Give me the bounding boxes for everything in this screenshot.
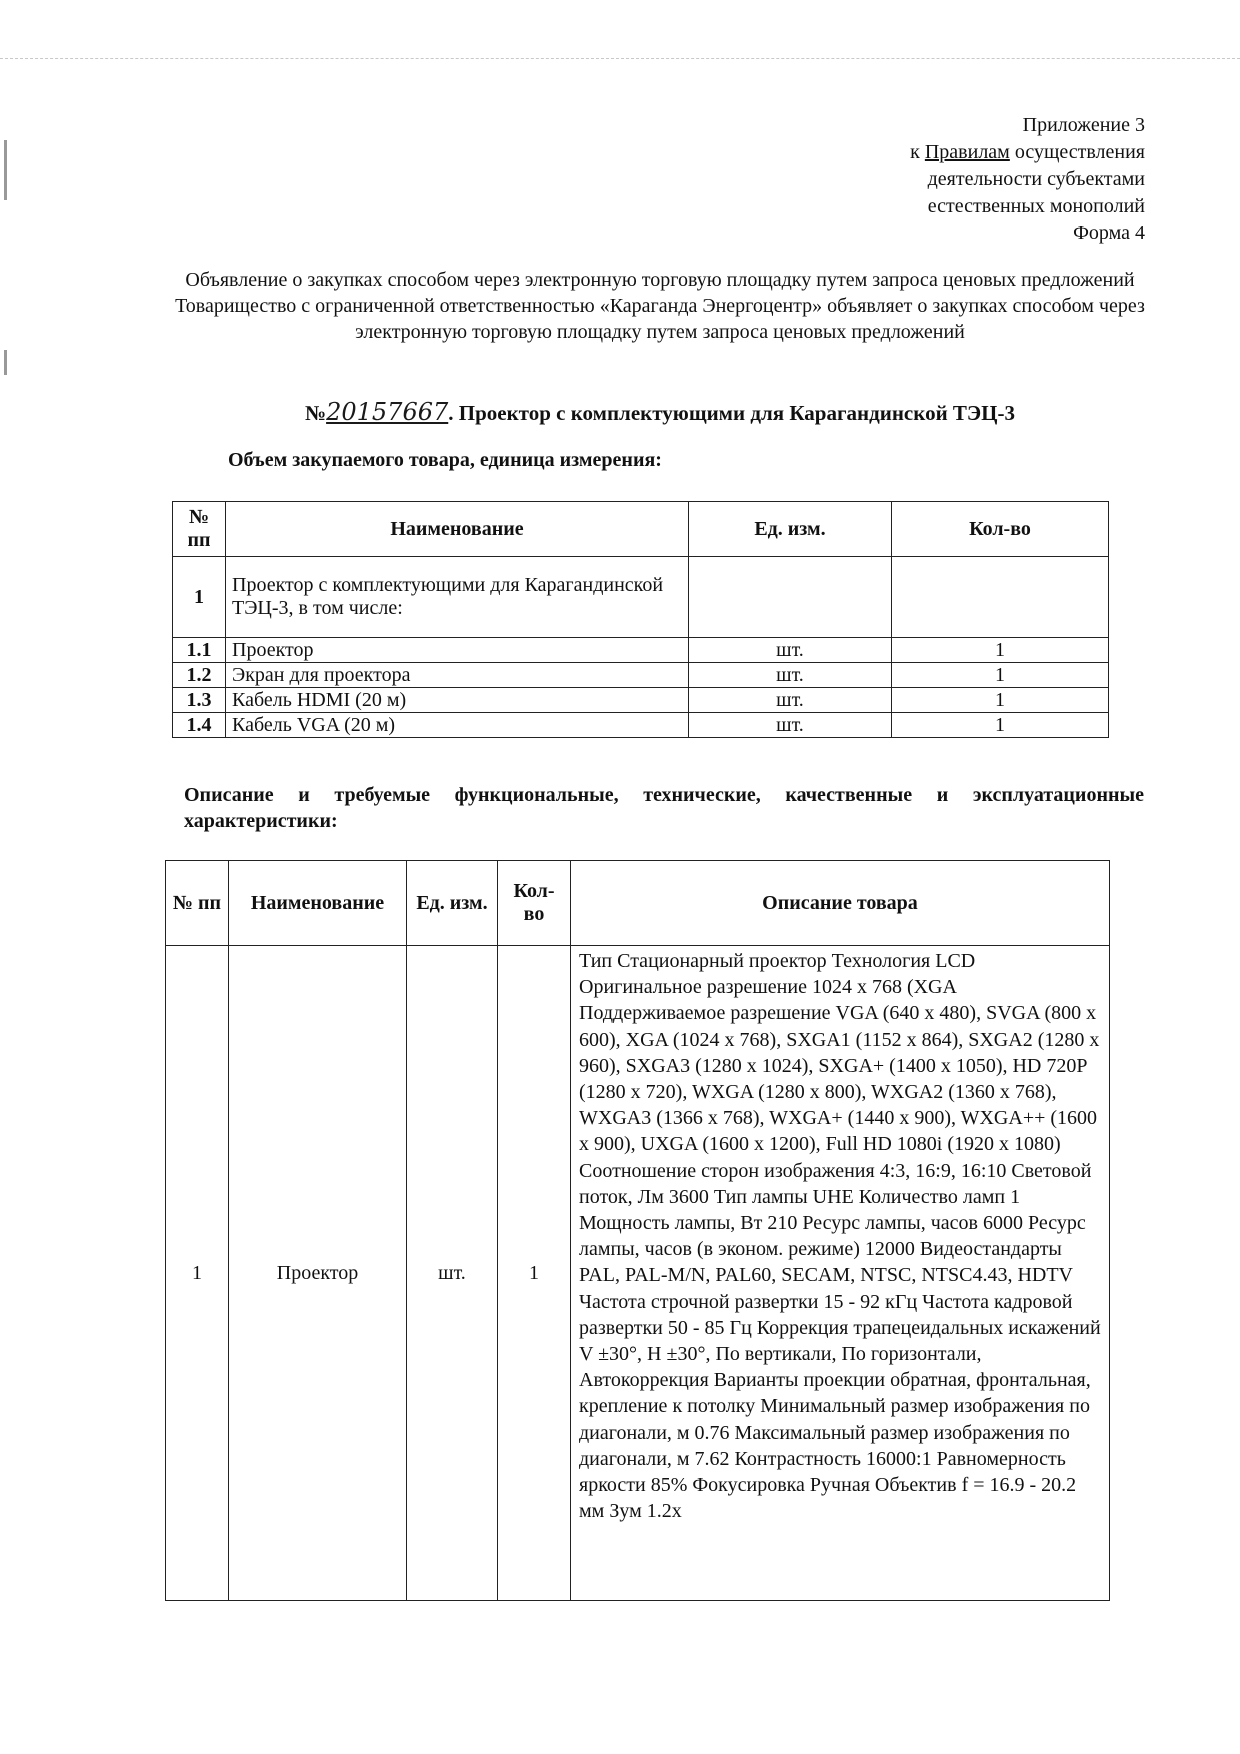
cell-name: Кабель VGA (20 м): [226, 713, 689, 738]
cell-name: Проектор: [229, 946, 407, 1601]
cell-num: 1.4: [173, 713, 226, 738]
scan-margin-mark: [4, 140, 7, 200]
scan-border-line: [0, 58, 1240, 59]
cell-qty: 1: [498, 946, 571, 1601]
table-header-row: [173, 502, 1109, 557]
table-row: [173, 638, 1109, 663]
announcement-block: [170, 267, 1150, 345]
cell-qty: 1: [892, 663, 1109, 688]
cell-qty: [892, 557, 1109, 638]
cell-unit: шт.: [689, 638, 892, 663]
appendix-block: [910, 112, 1145, 247]
cell-qty: 1: [892, 638, 1109, 663]
header-unit: Ед. изм.: [407, 861, 498, 946]
spec-section-title: Описание и требуемые функциональные, технические, качественные и эксплуатационные характеристики:: [184, 784, 1144, 832]
cell-unit: шт.: [689, 713, 892, 738]
table-row: [173, 713, 1109, 738]
cell-unit: шт.: [689, 663, 892, 688]
table-row: [173, 663, 1109, 688]
header-description: Описание товара: [571, 861, 1110, 946]
header-num: № пп: [173, 502, 226, 557]
cell-qty: 1: [892, 688, 1109, 713]
cell-name: Проектор: [226, 638, 689, 663]
cell-unit: шт.: [407, 946, 498, 1601]
cell-num: 1.2: [173, 663, 226, 688]
header-unit: Ед. изм.: [689, 502, 892, 557]
cell-unit: шт.: [689, 688, 892, 713]
lot-number: 20157667: [326, 398, 449, 426]
appendix-prefix: к: [910, 141, 925, 163]
cell-unit: [689, 557, 892, 638]
appendix-line: естественных монополий: [927, 195, 1145, 217]
header-name: Наименование: [226, 502, 689, 557]
appendix-line: [910, 139, 1145, 166]
header-qty: Кол-во: [892, 502, 1109, 557]
header-name: Наименование: [229, 861, 407, 946]
announcement-text: Товарищество с ограниченной ответственностью «Караганда Энергоцентр» объявляет о закупках способом через электронную торговую площадку путем запроса ценовых предложений: [175, 295, 1145, 343]
lot-name: . Проектор с комплектующими для Карагандинской ТЭЦ-3: [448, 401, 1015, 425]
appendix-suffix: осуществления: [1009, 141, 1145, 163]
cell-qty: 1: [892, 713, 1109, 738]
cell-description: Тип Стационарный проектор Технология LCD Оригинальное разрешение 1024 x 768 (XGA Поддерживаемое разрешение VGA (640 x 480), SVGA (800 x 600), XGA (1024 x 768), SXGA1 (1152 x 864), SXGA2 (1280 x 960), SXGA3 (1280 x 1024), SXGA+ (1400 x 1050), HD 720P (1280 x 720), WXGA (1280 x 800), WXGA2 (1360 x 768), WXGA3 (1366 x 768), WXGA+ (1440 x 900), WXGA++ (1600 x 900), UXGA (1600 x 1200), Full HD 1080i (1920 x 1080) Соотношение сторон изображения 4:3, 16:9, 16:10 Световой поток, Лм 3600 Тип лампы UHE Количество ламп 1 Мощность лампы, Вт 210 Ресурс лампы, часов 6000 Ресурс лампы, часов (в эконом. режиме) 12000 Видеостандарты PAL, PAL-M/N, PAL60, SECAM, NTSC, NTSC4.43, HDTV Частота строчной развертки 15 - 92 кГц Частота кадровой развертки 50 - 85 Гц Коррекция трапецеидальных искажений V ±30°, H ±30°, По вертикали, По горизонтали, Автокоррекция Варианты проекции обратная, фронтальная, крепление к потолку Минимальный размер изображения по диагонали, м 0.76 Максимальный размер изображения по диагонали, м 7.62 Контрастность 16000:1 Равномерность яркости 85% Фокусировка Ручная Объектив f = 16.9 - 20.2 мм Зум 1.2x: [571, 946, 1110, 1601]
cell-num: 1.1: [173, 638, 226, 663]
lot-title: [170, 398, 1150, 426]
volume-section-title: Объем закупаемого товара, единица измерения:: [228, 449, 662, 471]
form-number: Форма 4: [1073, 222, 1145, 244]
appendix-line: деятельности субъектами: [927, 168, 1145, 190]
cell-name: Проектор с комплектующими для Карагандинской ТЭЦ-3, в том числе:: [226, 557, 689, 638]
announcement-title: Объявление о закупках способом через электронную торговую площадку путем запроса ценовых предложений: [185, 269, 1135, 291]
cell-name: Экран для проектора: [226, 663, 689, 688]
header-qty: Кол-во: [498, 861, 571, 946]
table-header-row: [166, 861, 1110, 946]
volume-table: [172, 501, 1109, 738]
cell-num: 1.3: [173, 688, 226, 713]
header-num: № пп: [166, 861, 229, 946]
spec-table: [165, 860, 1110, 1601]
scan-margin-mark: [4, 350, 7, 375]
cell-num: 1: [166, 946, 229, 1601]
cell-name: Кабель HDMI (20 м): [226, 688, 689, 713]
table-row: [173, 557, 1109, 638]
table-row: [173, 688, 1109, 713]
appendix-line: Приложение 3: [1022, 114, 1145, 136]
cell-num: 1: [173, 557, 226, 638]
table-row: [166, 946, 1110, 1601]
lot-prefix: №: [304, 401, 327, 425]
rules-link-text: Правилам: [924, 141, 1010, 163]
